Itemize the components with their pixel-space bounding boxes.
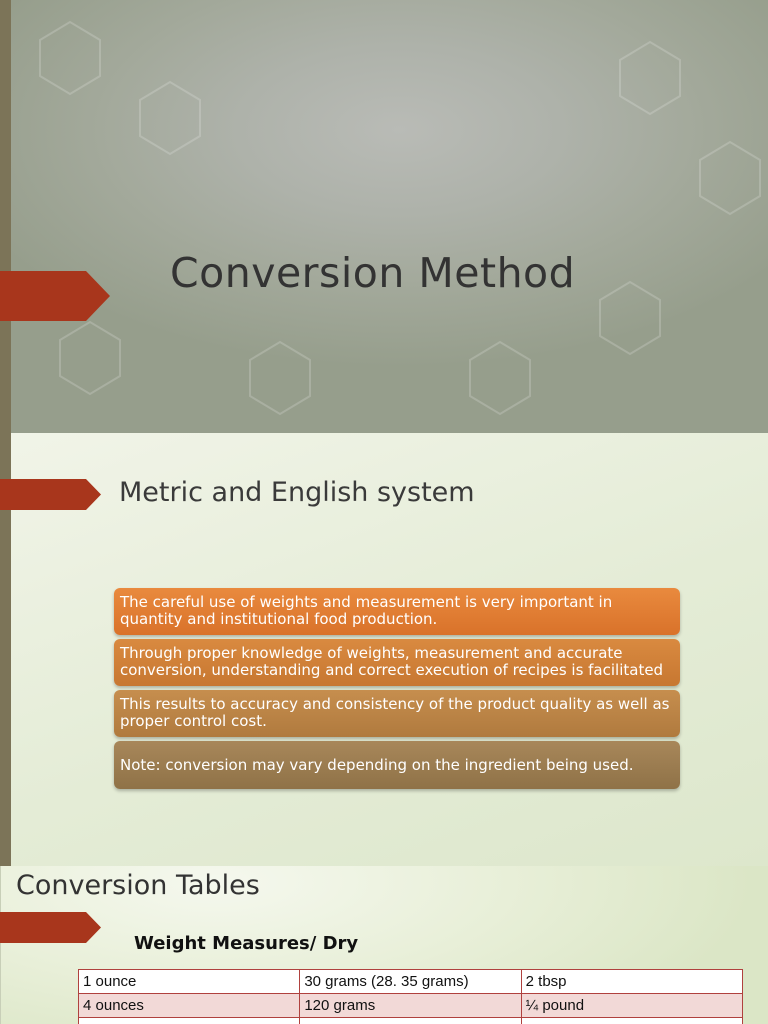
table-row bbox=[79, 1018, 743, 1024]
slide-title-text: Conversion Method bbox=[170, 249, 576, 297]
note-text: Note: conversion may vary depending on the ingredient being used. bbox=[120, 755, 634, 774]
table-cell: 2 tbsp bbox=[521, 970, 742, 994]
table-cell bbox=[521, 1018, 742, 1024]
point-box-2: Through proper knowledge of weights, measurement and accurate conversion, understanding and correct execution of recipes is facilitated bbox=[114, 639, 680, 686]
table-cell: 1 ounce bbox=[79, 970, 300, 994]
point-box-3: This results to accuracy and consistency of the product quality as well as proper control cost. bbox=[114, 690, 680, 737]
heading-arrow-shape bbox=[0, 912, 101, 943]
heading-arrow-shape bbox=[0, 479, 101, 510]
slide-heading: Metric and English system bbox=[119, 477, 475, 508]
conversion-table bbox=[78, 969, 743, 1024]
table-cell: 4 ounces bbox=[79, 994, 300, 1018]
slide-title bbox=[0, 0, 768, 433]
table-cell bbox=[79, 1018, 300, 1024]
table-row bbox=[79, 994, 743, 1018]
table-cell: 120 grams bbox=[300, 994, 521, 1018]
table-cell bbox=[300, 1018, 521, 1024]
background-pattern bbox=[0, 0, 768, 433]
slide-conversion-tables bbox=[0, 866, 768, 1024]
slide-metric-english bbox=[0, 433, 768, 866]
slide-heading: Conversion Tables bbox=[16, 870, 260, 901]
table-cell: 30 grams (28. 35 grams) bbox=[300, 970, 521, 994]
table-row bbox=[79, 970, 743, 994]
left-accent-bar bbox=[0, 0, 11, 433]
table-cell: ¼ pound bbox=[521, 994, 742, 1018]
left-edge-line bbox=[0, 866, 1, 1024]
table-subtitle: Weight Measures/ Dry bbox=[134, 933, 359, 954]
point-box-note bbox=[114, 741, 680, 789]
point-box-1: The careful use of weights and measurement is very important in quantity and institutional food production. bbox=[114, 588, 680, 635]
